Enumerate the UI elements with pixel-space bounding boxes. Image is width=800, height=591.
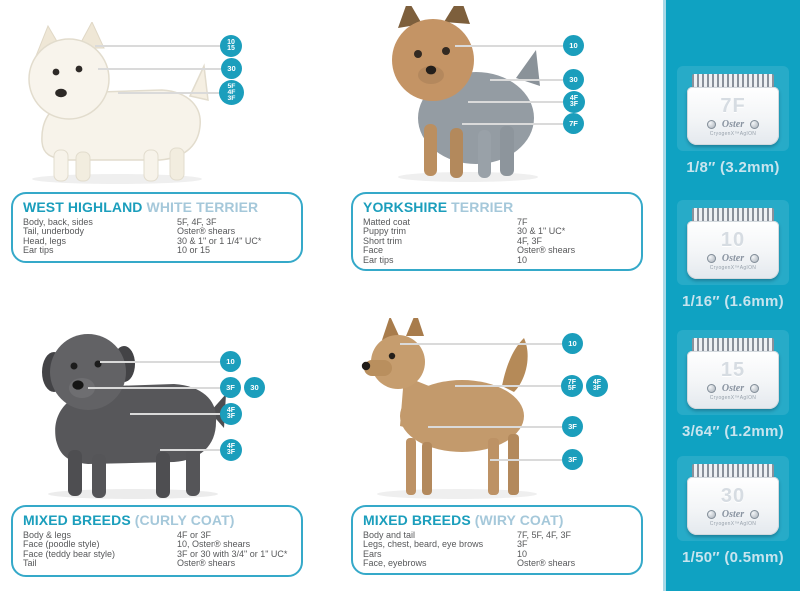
blade-photo [677,456,789,541]
blade-technology-text: CryogenX™AgION [709,265,757,271]
yorkshire-terrier-dog-photo [358,6,563,184]
leader-line [88,387,220,389]
leader-line [455,45,563,47]
blade-badge: 10 [563,35,584,56]
blade-item-7f [666,66,800,176]
detail-row: Short trim 4F, 3F [363,235,543,246]
blade-badge: 30 [563,69,584,90]
detail-row: Face, eyebrows Oster® shears [363,558,576,569]
blade-badge: 10 [220,351,241,372]
mixed-breed-curly-dog-photo [28,322,233,502]
screw-icon [750,510,759,519]
blade-photo [677,66,789,151]
blade-teeth [692,208,774,221]
screw-icon [707,254,716,263]
blade-photo [677,330,789,415]
detail-row: Matted coat 7F [363,217,528,227]
blade-badge: 30 [244,377,265,398]
mixed-wiry-info-box [351,505,643,575]
leader-line [130,413,220,415]
oster-logo: Oster [721,119,745,130]
leader-line [160,449,220,451]
detail-row: Body, back, sides 5F, 4F, 3F [23,217,217,227]
blade-size-label: 1/16″ (1.6mm) [682,293,784,310]
clipper-blade-15 [687,338,779,409]
detail-row: Tail, underbody Oster® shears [23,226,236,237]
blade-size-label: 3/64″ (1.2mm) [682,423,784,440]
blade-technology-text: CryogenX™AgION [709,521,757,527]
clipper-blade-10 [687,208,779,279]
clipper-blade-30 [687,464,779,535]
section-title: WEST HIGHLAND WHITE TERRIER [23,199,259,215]
section-title: YORKSHIRE TERRIER [363,199,514,215]
blade-teeth [692,464,774,477]
blade-badge: 3F [562,416,583,437]
blade-size-number: 30 [720,485,746,507]
blade-badge: 7F [563,113,584,134]
blade-sizes-sidebar [663,0,800,591]
oster-logo: Oster [721,509,745,520]
mixed-breed-wiry-dog-photo [352,318,564,500]
blade-item-15 [666,330,800,440]
leader-line [118,92,220,94]
blade-size-number: 15 [720,359,746,381]
detail-row: Body & legs 4F or 3F [23,530,212,540]
blade-badge: 10 15 [220,35,242,57]
leader-line [468,101,563,103]
screw-icon [750,384,759,393]
mixed-curly-info-box [11,505,303,577]
leader-line [490,459,562,461]
blade-item-30 [666,456,800,566]
leader-line [98,68,221,70]
leader-line [455,385,561,387]
detail-row: Tail Oster® shears [23,558,236,569]
detail-row: Head, legs 30 & 1" or 1 1/4" UC* [23,235,262,246]
blade-technology-text: CryogenX™AgION [709,395,757,401]
blade-badge: 10 [562,333,583,354]
leader-line [100,361,220,363]
blade-badge: 3F [220,377,241,398]
detail-row: Ear tips 10 or 15 [23,245,211,256]
screw-icon [707,120,716,129]
screw-icon [707,510,716,519]
detail-row: Body and tail 7F, 5F, 4F, 3F [363,530,572,540]
blade-teeth [692,74,774,87]
detail-row: Ears 10 [363,548,528,559]
blade-technology-text: CryogenX™AgION [709,131,757,137]
detail-row: Face (poodle style) 10, Oster® shears [23,539,251,550]
leader-line [428,426,562,428]
blade-badge: 4F 3F [563,91,585,113]
yorkshire-info-box [351,192,643,271]
detail-row: Puppy trim 30 & 1" UC* [363,226,566,237]
blade-badge: 3F [562,449,583,470]
section-title: MIXED BREEDS (WIRY COAT) [363,512,564,528]
blade-size-label: 1/50″ (0.5mm) [682,549,784,566]
leader-line [462,123,563,125]
oster-logo: Oster [721,383,745,394]
blade-badge: 5F 4F 3F [219,80,244,105]
blade-badge: 7F 5F [561,375,583,397]
leader-line [95,45,220,47]
detail-row: Ear tips 10 [363,254,528,265]
west-highland-info-box [11,192,303,263]
blade-photo [677,200,789,285]
leader-line [490,79,563,81]
blade-badge: 4F 3F [220,439,242,461]
blade-badge: 4F 3F [586,375,608,397]
clipper-blade-7f [687,74,779,145]
detail-row: Face Oster® shears [363,245,576,256]
blade-size-number: 7F [720,95,746,117]
detail-row: Face (teddy bear style) 3F or 30 with 3/4" or 1" UC* [23,548,288,559]
screw-icon [707,384,716,393]
blade-size-label: 1/8″ (3.2mm) [686,159,780,176]
blade-badge: 4F 3F [220,403,242,425]
screw-icon [750,120,759,129]
leader-line [400,343,562,345]
detail-row: Legs, chest, beard, eye brows 3F [363,539,528,550]
blade-item-10 [666,200,800,310]
screw-icon [750,254,759,263]
blade-teeth [692,338,774,351]
section-title: MIXED BREEDS (CURLY COAT) [23,512,235,528]
oster-logo: Oster [721,253,745,264]
blade-size-number: 10 [720,229,746,251]
blade-badge: 30 [221,58,242,79]
